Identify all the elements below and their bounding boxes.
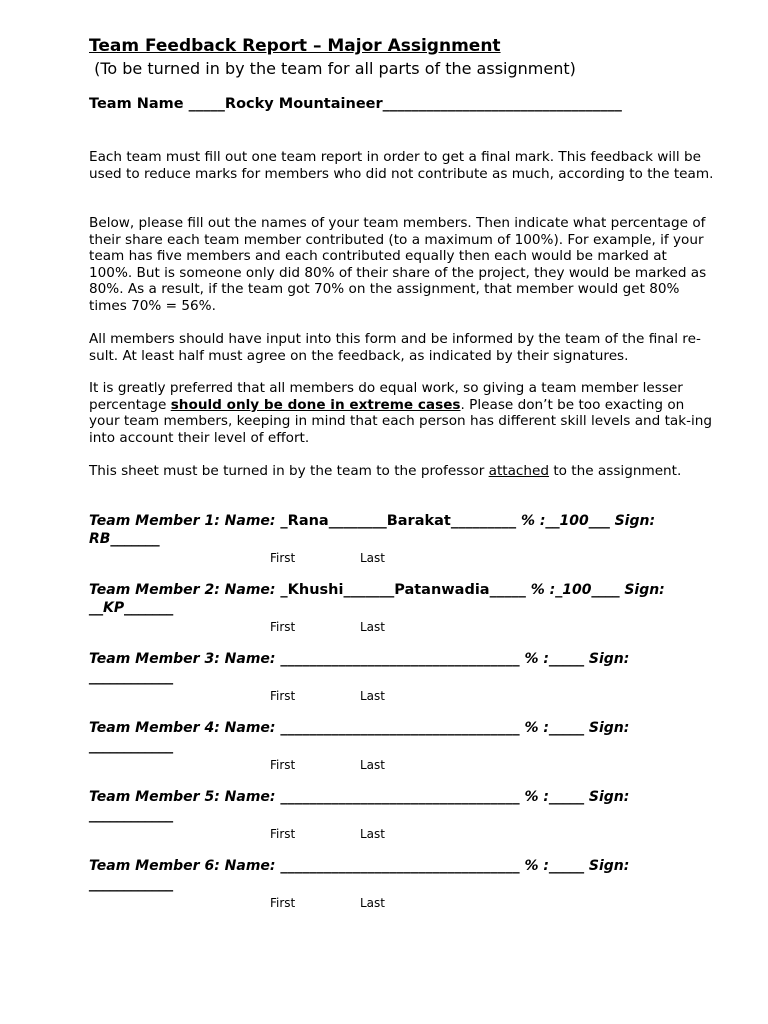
first-name-label: First <box>270 689 296 703</box>
member-name-field[interactable]: _________________________________ <box>280 651 520 667</box>
paragraph5-post: to the assignment. <box>549 463 682 479</box>
last-name-label: Last <box>360 827 385 841</box>
member-name-field[interactable]: _________________________________ <box>280 789 520 805</box>
member-label: Team Member 6: Name: <box>89 858 281 874</box>
member-percent-sign-field[interactable]: % :__100___ Sign: RB_______ <box>89 513 656 547</box>
attached-emphasis: attached <box>488 463 550 479</box>
member-label: Team Member 3: Name: <box>89 651 281 667</box>
member-label: Team Member 1: Name: <box>89 513 281 529</box>
extreme-cases-emphasis: should only be done in extreme cases <box>170 396 461 413</box>
team-member-row <box>89 513 714 548</box>
member-percent-sign-field[interactable]: % :_100____ Sign: __KP_______ <box>89 582 665 616</box>
member-name-field[interactable]: _Khushi_______Patanwadia_____ <box>280 582 526 598</box>
paragraph5-pre: This sheet must be turned in by the team to the professor <box>89 463 489 479</box>
first-name-label: First <box>270 551 296 565</box>
team-member-row <box>89 582 714 617</box>
last-name-label: Last <box>360 689 385 703</box>
member-label: Team Member 5: Name: <box>89 789 281 805</box>
paragraph-agreement: All members should have input into this form and be informed by the team of the final re-sult. At least half must agree on the feedback, as indicated by their signatures. <box>89 331 701 364</box>
page-title: Team Feedback Report – Major Assignment <box>89 36 501 56</box>
member-name-field[interactable]: _________________________________ <box>280 720 520 736</box>
team-member-row <box>89 651 714 686</box>
page-subtitle: (To be turned in by the team for all parts of the assignment) <box>89 59 576 78</box>
member-label: Team Member 4: Name: <box>89 720 281 736</box>
last-name-label: Last <box>360 620 385 634</box>
member-percent-sign-field[interactable]: % :_____ Sign: ____________ <box>89 720 630 754</box>
first-name-label: First <box>270 896 296 910</box>
member-percent-sign-field[interactable]: % :_____ Sign: ____________ <box>89 858 630 892</box>
last-name-label: Last <box>360 758 385 772</box>
paragraph-equal-work <box>89 380 714 446</box>
paragraph4-post: . Please don’t be too exacting on your team members, keeping in mind that each person has different skill levels and tak-ing into account their level of effort. <box>89 396 713 446</box>
member-percent-sign-field[interactable]: % :_____ Sign: ____________ <box>89 651 630 685</box>
last-name-label: Last <box>360 551 385 565</box>
paragraph-instructions: Each team must fill out one team report in order to get a final mark. This feedback will be used to reduce marks for members who did not contribute as much, according to the team. <box>89 149 714 182</box>
last-name-label: Last <box>360 896 385 910</box>
member-label: Team Member 2: Name: <box>89 582 281 598</box>
paragraph-submission <box>89 463 714 480</box>
member-percent-sign-field[interactable]: % :_____ Sign: ____________ <box>89 789 630 823</box>
team-name-line: Team Name _____Rocky Mountaineer_________________________________ <box>89 96 622 112</box>
first-name-label: First <box>270 827 296 841</box>
paragraph-percentage-example: Below, please fill out the names of your team members. Then indicate what percentage of their share each team member contributed (to a maximum of 100%). For example, if your team has five members and each contributed equally then each would be marked at 100%. But is someone only did 80% of their share of the project, they would be marked as 80%. As a result, if the team got 70% on the assignment, that member would get 80% times 70% = 56%. <box>89 215 707 314</box>
member-name-field[interactable]: _________________________________ <box>280 858 520 874</box>
team-member-row <box>89 789 714 824</box>
paragraph4-pre: It is greatly preferred that all members do equal work, so giving a team member lesser percentage <box>89 380 683 413</box>
team-member-row <box>89 720 714 755</box>
first-name-label: First <box>270 758 296 772</box>
team-member-row <box>89 858 714 893</box>
first-name-label: First <box>270 620 296 634</box>
member-name-field[interactable]: _Rana________Barakat_________ <box>280 513 517 529</box>
